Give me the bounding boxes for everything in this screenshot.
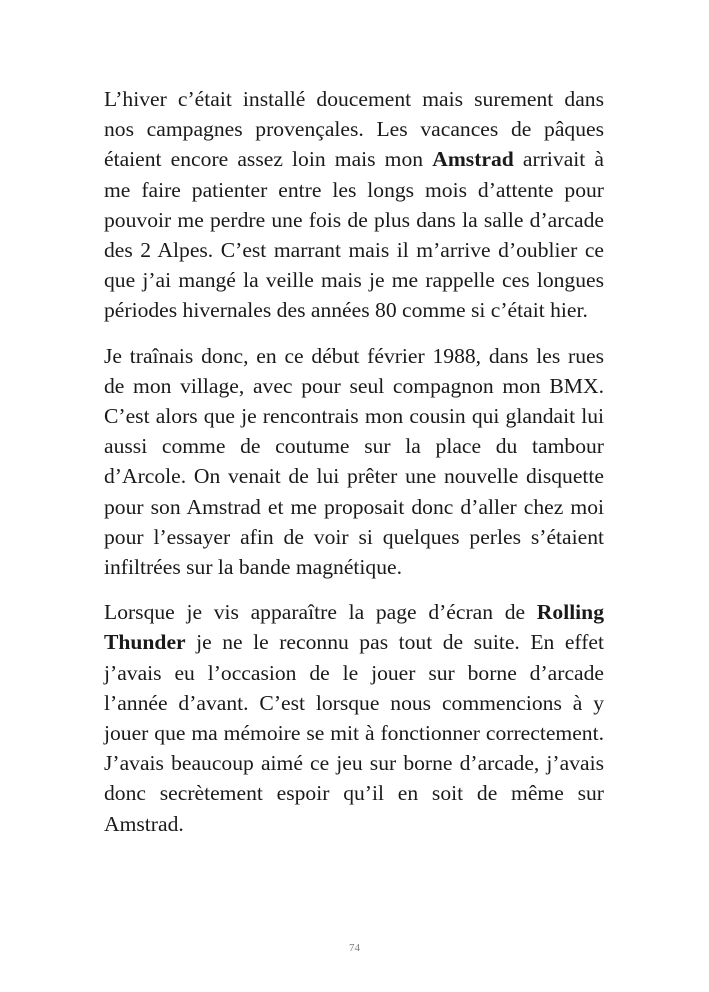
bold-term-amstrad: Amstrad: [432, 147, 514, 172]
paragraph-3: [104, 597, 604, 839]
paragraph-2: [104, 341, 604, 583]
page-number: 74: [349, 942, 360, 954]
paragraph-1: [104, 84, 604, 326]
paragraph-3-segment-3: je ne le reconnu pas tout de suite. En effet j’avais eu l’occasion de le jouer sur borne d’arcade l’année d’avant. C’est lorsque nous commencions à y jouer que ma mémoire se mit à fonctionner correctement. J’avais beaucoup aimé ce jeu sur borne d’arcade, j’avais donc secrètement espoir qu’il en soit de même sur Amstrad.: [104, 630, 604, 836]
paragraph-2-segment-1: Je traînais donc, en ce début février 1988, dans les rues de mon village, avec pour seul compagnon mon BMX. C’est alors que je rencontrais mon cousin qui glandait lui aussi comme de coutume sur la place du tambour d’Arcole. On venait de lui prêter une nouvelle disquette pour son Amstrad et me proposait donc d’aller chez moi pour l’essayer afin de voir si quelques perles s’étaient infiltrées sur la bande magnétique.: [104, 343, 604, 580]
body-text: [104, 84, 604, 854]
paragraph-1-segment-1: L’hiver c’était installé doucement mais surement dans nos campagnes provençales. Les vacances de pâques étaient encore assez loin mais mon: [104, 87, 604, 172]
paragraph-3-segment-1: Lorsque je vis apparaître la page d’écran de: [104, 600, 537, 625]
paragraph-1-segment-3: arrivait à me faire patienter entre les longs mois d’attente pour pouvoir me perdre une fois de plus dans la salle d’arcade des 2 Alpes. C’est marrant mais il m’arrive d’oublier ce que j’ai mangé la veille mais je me rappelle ces longues périodes hivernales des années 80 comme si c’était hier.: [104, 147, 604, 323]
bold-term-rolling-thunder: Rolling Thunder: [104, 600, 604, 655]
